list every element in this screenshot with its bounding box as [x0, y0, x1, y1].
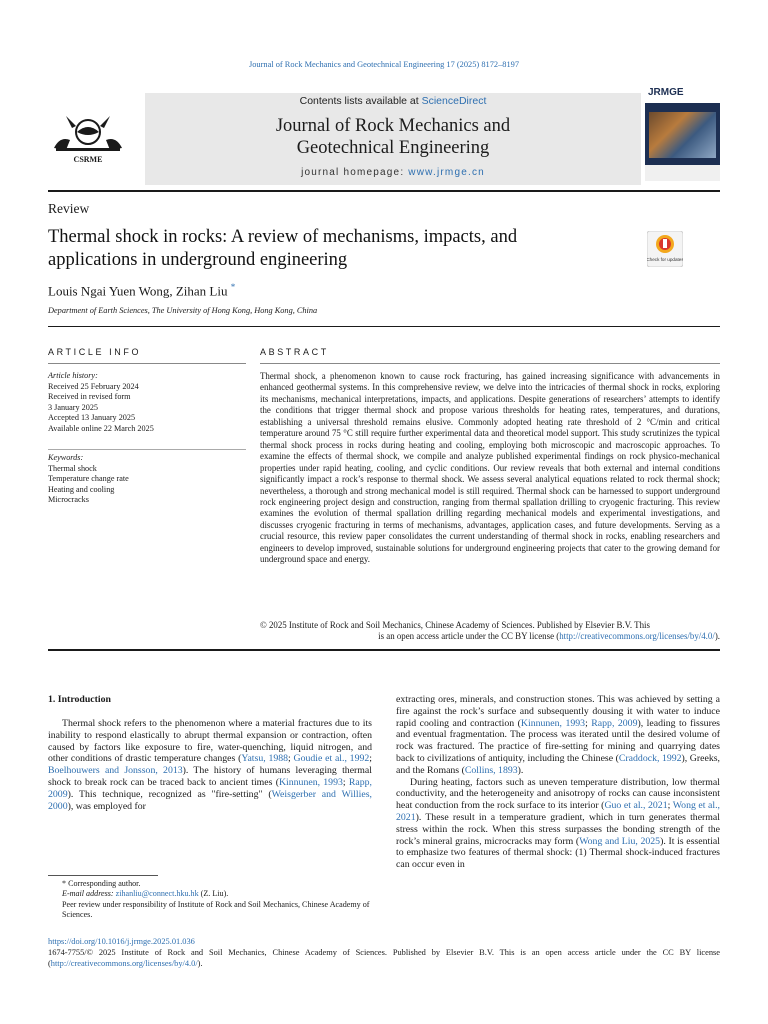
text-run: ), Greeks, and the Romans ( — [396, 752, 720, 776]
abstract-text: Thermal shock, a phenomenon known to cause rock fracturing, has gained increasing significance with advancements in enhanced geothermal systems. In this comprehensive review, we delve into the intricacies of thermal shock in rocks, exploring its mechanisms, mechanical interpretations, impacts, and applications. Despite generations of researchers’ attempts to identify the conditions that trigger thermal shock and propose various thresholds for heating rates, temperatures, and durations, establishing a universal threshold remains elusive. Commonly adopted heating rate threshold of 2 °C/min and critical temperature around 75 °C still require further experimental data and theoretical model support. This study scrutinizes the typical thermal shock process in rocks during heating and cooling, employing both microscopic and macroscopic approaches. To examine the effects of thermal shock, we compile and analyze published experimental findings on rock physico-mechanical properties under rapid heating, cooling, and cyclic conditions. Our review reveals that both external and internal conditions significantly impact a rock’s response to thermal shock. We assess several analytical equations related to rock thermal shock; nevertheless, a thorough and strong mechanical model is still required. Thermal shock can be harnessed to support underground rock engineering project design and construction, ranging from thermal spallation drilling to cryogenic fracturing. This review examines the evolution of thermal spallation drilling regarding mechanical models and experimental investigations, and discusses cryogenic fracturing in terms of mechanisms, advantages, application cases, and future developments. Serving as a crucial resource, this review paper consolidates the current understanding of thermal shock in rocks, enabling researchers and engineers to develop improved, sustainable solutions for underground engineering projects that cater to the growing demand for underground space and energy. — [260, 371, 720, 565]
text-run: ). It is essential to emphasize two features of thermal shock: (1) Thermal shock-induced fractures can occur even in — [396, 835, 720, 871]
copyright-notice: © 2025 Institute of Rock and Soil Mechanics, Chinese Academy of Sciences. Published by Elsevier B.V. This is an open access article under the CC BY license (http://creativecommons.org/licenses/by/4.0/). — [260, 620, 720, 642]
keywords: Keywords: Thermal shock Temperature change rate Heating and cooling Microcracks — [48, 453, 246, 506]
citation-link[interactable]: Weisgerber and Willies, 2000 — [48, 788, 372, 812]
text-run: ). The history of humans leveraging thermal shock to break rock can be traced back to ancient times ( — [48, 765, 372, 788]
affiliation: Department of Earth Sciences, The University of Hong Kong, Hong Kong, China — [48, 306, 318, 315]
cover-photo — [649, 112, 716, 158]
divider — [48, 449, 246, 450]
text-run: ), was employed for — [67, 800, 146, 812]
citation-link[interactable]: Craddock, 1992 — [618, 752, 682, 764]
citation-link[interactable]: Boelhouwers and Jonsson, 2013 — [48, 765, 183, 777]
cover-footer — [645, 165, 720, 181]
citation-link[interactable]: Kinnunen, 1993 — [520, 717, 586, 729]
journal-banner — [145, 93, 641, 185]
paragraph — [396, 694, 720, 777]
citation-link[interactable]: Collins, 1893 — [464, 764, 518, 776]
citation-link[interactable]: Wong et al., 2021 — [396, 800, 720, 823]
text-run: During heating, factors such as uneven temperature distribution, low thermal conductivity, and the heterogeneity and anisotropy of rocks can cause inconsistent heat conduction from the rock surface to its interior ( — [396, 776, 720, 812]
doi-link[interactable]: https://doi.org/10.1016/j.jrmge.2025.01.036 — [48, 937, 195, 946]
body-column-left — [48, 718, 372, 812]
divider — [48, 326, 720, 327]
text-run: ; — [667, 800, 673, 812]
keyword-item: Microcracks — [48, 495, 89, 505]
history-entry: Received 25 February 2024 — [48, 381, 139, 391]
journal-reference[interactable]: Journal of Rock Mechanics and Geotechnical Engineering 17 (2025) 8172–8197 — [248, 60, 520, 69]
text-run: extracting ores, minerals, and construction stones. This was achieved by setting a fire against the rock’s surface and subsequently dousing it with water to induce rapid cooling and contraction ( — [396, 694, 720, 729]
divider — [48, 363, 246, 364]
footer-license-link[interactable]: http://creativecommons.org/licenses/by/4.0/ — [50, 958, 198, 968]
paragraph — [396, 777, 720, 871]
article-title: Thermal shock in rocks: A review of mechanisms, impacts, and applications in underground engineering — [48, 227, 518, 270]
text-run: ). This technique, recognized as "fire-setting" ( — [67, 788, 272, 800]
text-run: ; — [342, 776, 349, 788]
journal-homepage: journal homepage: www.jrmge.cn — [301, 167, 485, 178]
check-for-updates-button[interactable] — [647, 231, 683, 267]
cover-title: JRMGE — [645, 86, 720, 103]
text-run: ; — [288, 753, 294, 765]
history-entry: Available online 22 March 2025 — [48, 423, 154, 433]
history-entry: Accepted 13 January 2025 — [48, 413, 136, 423]
text-run: Thermal shock refers to the phenomenon where a material fractures due to its inability to respond elastically to abrupt thermal expansion or contraction, often caused by factors like exposure to fire, water-quenching, liquid nitrogen, and other conditions of drastic temperature changes ( — [48, 718, 372, 765]
article-history: Article history: Received 25 February 2024 Received in revised form 3 January 2025 Accepted 13 January 2025 Available online 22 March 2025 — [48, 371, 246, 435]
footnotes: * Corresponding author. E-mail address: zihanliu@connect.hku.hk (Z. Liu). Peer review under responsibility of Institute of Rock and Soil Mechanics, Chinese Academy of Sciences. — [62, 879, 370, 920]
divider — [48, 649, 720, 651]
homepage-link[interactable]: www.jrmge.cn — [408, 167, 485, 178]
citation-link[interactable]: Goudie et al., 1992 — [293, 753, 370, 765]
abstract-heading: ABSTRACT — [260, 347, 329, 357]
journal-cover-image — [645, 86, 720, 181]
citation-link[interactable]: Rapp, 2009 — [48, 776, 372, 800]
article-info-heading: ARTICLE INFO — [48, 347, 142, 357]
text-run: ), leading to fissures and eventual fragmentation. The process was iterated until the desired volume of rock was fractured. The practice of fire-setting for mining and quarrying dates back to civilizations of antiquity, including the Chinese ( — [396, 717, 720, 764]
text-run: ). These result in a temperature gradient, which in turn generates thermal stress within the rock. When this stress surpasses the bonding strength of the rock’s mineral grains, microcracks may form ( — [396, 811, 720, 847]
keyword-item: Thermal shock — [48, 463, 97, 473]
license-link[interactable]: http://creativecommons.org/licenses/by/4.0/ — [559, 631, 715, 642]
authors: Louis Ngai Yuen Wong, Zihan Liu * — [48, 282, 236, 299]
section-heading: 1. Introduction — [48, 694, 111, 705]
sciencedirect-link[interactable]: ScienceDirect — [421, 95, 487, 107]
csrme-logo — [46, 110, 130, 166]
divider — [260, 363, 720, 364]
contents-line: Contents lists available at ScienceDirect — [299, 95, 487, 107]
text-run: ; — [369, 753, 373, 765]
issn-notice: 1674-7755/© 2025 Institute of Rock and Soil Mechanics, Chinese Academy of Sciences. Published by Elsevier B.V. This is an open access article under the CC BY license (http://creativecommons.org/licenses/by/4.0/). — [48, 948, 720, 968]
footnote-rule — [48, 875, 158, 876]
corresponding-mark[interactable]: * — [230, 282, 236, 292]
citation-link[interactable]: Kinnunen, 1993 — [278, 776, 343, 788]
badge-text: Check for updates — [647, 257, 683, 262]
header-rule — [48, 190, 720, 192]
keyword-item: Heating and cooling — [48, 484, 115, 494]
history-entry: Received in revised form — [48, 392, 131, 402]
email-link[interactable]: zihanliu@connect.hku.hk — [115, 889, 199, 899]
citation-link[interactable]: Yatsu, 1988 — [241, 753, 289, 765]
paragraph — [48, 718, 372, 812]
article-type: Review — [48, 201, 90, 216]
body-column-right — [396, 694, 720, 871]
text-run: ; — [585, 717, 592, 729]
logo-text: CSRME — [73, 155, 103, 164]
journal-title: Journal of Rock Mechanics and Geotechnical Engineering — [275, 116, 511, 158]
keyword-item: Temperature change rate — [48, 474, 129, 484]
text-run: ). — [517, 764, 524, 776]
citation-link[interactable]: Guo et al., 2021 — [604, 800, 668, 812]
citation-link[interactable]: Rapp, 2009 — [591, 717, 638, 729]
citation-link[interactable]: Wong and Liu, 2025 — [579, 835, 661, 847]
history-entry: 3 January 2025 — [48, 402, 99, 412]
